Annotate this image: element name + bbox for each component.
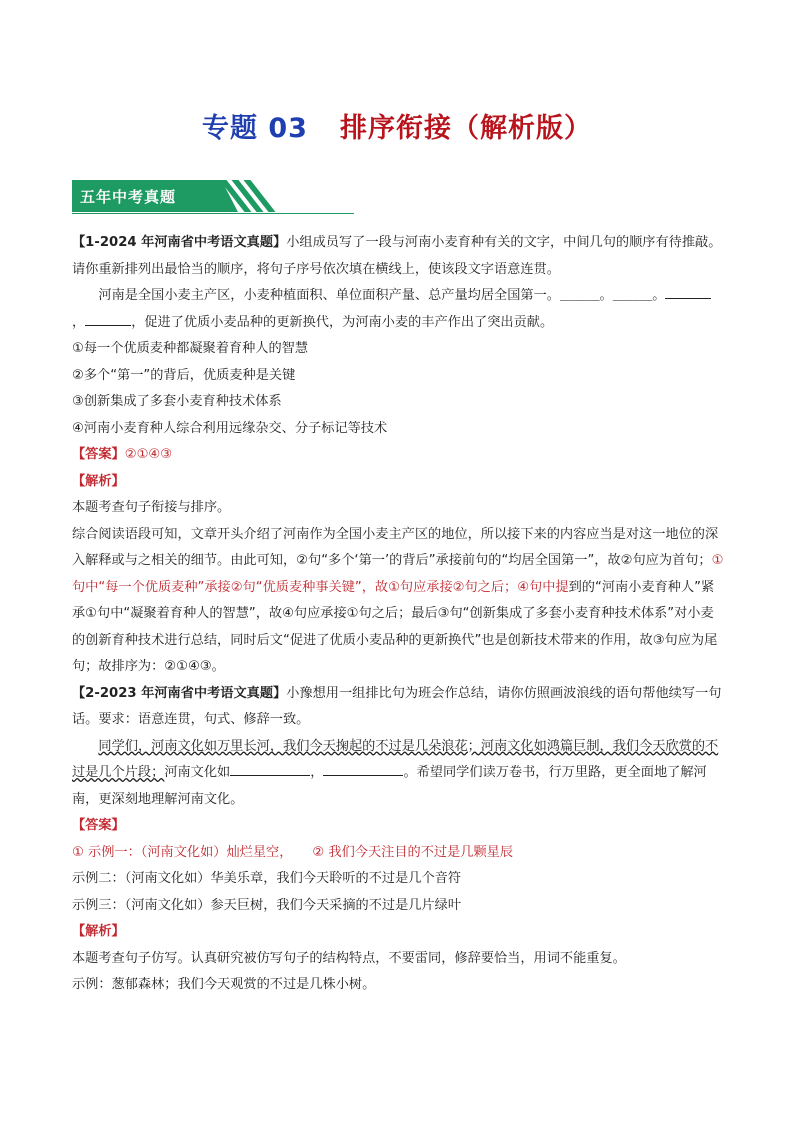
q2-analysis: 本题考查句子仿写。认真研究被仿写句子的结构特点，不要雷同，修辞要恰当，用词不能重复。	[72, 950, 626, 966]
q1-analysis-label: 【解析】	[72, 473, 125, 489]
q1-analysis-highlight: ①句中“每一个优质麦种”承接②句“优质麦种事关键”，故①句应承接②句之后；④句中提	[72, 553, 724, 595]
q1-analysis: 综合阅读语段可知，文章开头介绍了河南作为全国小麦主产区的地位，所以接下来的内容应当是对这一地位的深入解释或与之相关的细节。由此可知，②句“多个‘第一’的背后”承接前句的“均居全国第一”，故②句应为首句；①句中“每一个优质麦种”承接②句“优质麦种事关键”，故①句应承接②句之后；④句中提到的“河南小麦育种人”紧承①句中“凝聚着育种人的智慧”，故④句应承接①句之后；最后③句“创新集成了多套小麦育种技术体系”对小麦的创新育种技术进行总结，同时后文“促进了优质小麦品种的更新换代”也是创新技术带来的作用，故③句应为尾句；故排序为：②①④③。	[72, 526, 724, 674]
q2-answer-example-1: ① 示例一：（河南文化如）灿烂星空， ② 我们今天注目的不过是几颗星辰	[72, 844, 514, 860]
q2-source: 【2-2023 年河南省中考语文真题】	[72, 685, 287, 701]
q2-wavy-sentence: 同学们，河南文化如万里长河，我们今天掬起的不过是几朵浪花；河南文化如鸿篇巨制，我们今天欣赏的不过是几个片段；	[72, 738, 719, 780]
title-topic-number: 专题 03	[202, 113, 308, 144]
q1-option: ④河南小麦育种人综合利用远缘杂交、分子标记等技术	[72, 420, 388, 436]
q1-option: ②多个“第一”的背后，优质麦种是关键	[72, 367, 296, 383]
q1-blank-2: ＿＿＿	[612, 288, 653, 303]
page-title	[0, 106, 794, 145]
section-banner-label: 五年中考真题	[80, 188, 177, 206]
q2-analysis-label: 【解析】	[72, 924, 125, 939]
q2-analysis-example: 示例：葱郁森林；我们今天观赏的不过是几株小树。	[72, 977, 376, 992]
q2-answer-example-2: 示例二：（河南文化如）华美乐章，我们今天聆听的不过是几个音符	[72, 871, 462, 886]
q1-passage: 河南是全国小麦主产区，小麦种植面积、单位面积产量、总产量均居全国第一。＿＿＿。＿＿＿。， ，促进了优质小麦品种的更新换代，为河南小麦的丰产作出了突出贡献。	[72, 283, 724, 336]
q1-option: ①每一个优质麦种都凝聚着育种人的智慧	[72, 341, 309, 356]
q2-blank-2	[323, 761, 403, 776]
answer-label: 【答案】	[72, 447, 125, 462]
q1-option: ③创新集成了多套小麦育种技术体系	[72, 394, 282, 409]
title-topic-name: 排序衔接（解析版）	[339, 113, 592, 144]
q1-prompt: 【1-2024 年河南省中考语文真题】小组成员写了一段与河南小麦育种有关的文字，中间几句的顺序有待推敲。请你重新排列出最恰当的顺序，将句子序号依次填在横线上，使该段文字语意连贯。	[72, 235, 722, 277]
q2-prompt: 【2-2023 年河南省中考语文真题】小豫想用一组排比句为班会作总结，请你仿照画波浪线的语句帮他续写一句话。要求：语意连贯，句式、修辞一致。	[72, 685, 722, 727]
q2-blank-1	[230, 761, 310, 776]
banner-underline	[72, 213, 354, 214]
q1-blank-3	[665, 284, 711, 299]
document-body	[72, 230, 724, 999]
q1-answer	[72, 442, 724, 469]
q2-answer-example-3: 示例三：（河南文化如）参天巨树，我们今天采摘的不过是几片绿叶	[72, 897, 462, 913]
q1-source: 【1-2024 年河南省中考语文真题】	[72, 235, 287, 250]
q1-blank-1: ＿＿＿	[559, 288, 600, 303]
q1-blank-4	[85, 311, 131, 326]
q2-passage: 同学们，河南文化如万里长河，我们今天掬起的不过是几朵浪花；河南文化如鸿篇巨制，我们今天欣赏的不过是几个片段；河南文化如 ， 。希望同学们读万卷书，行万里路，更全面地了解河南，更深刻地理解河南文化。	[72, 738, 719, 807]
section-banner	[72, 180, 354, 216]
answer-value: ②①④③	[124, 447, 173, 462]
q2-answer-label: 【答案】	[72, 818, 125, 833]
q1-analysis-intro: 本题考查句子衔接与排序。	[72, 500, 231, 515]
